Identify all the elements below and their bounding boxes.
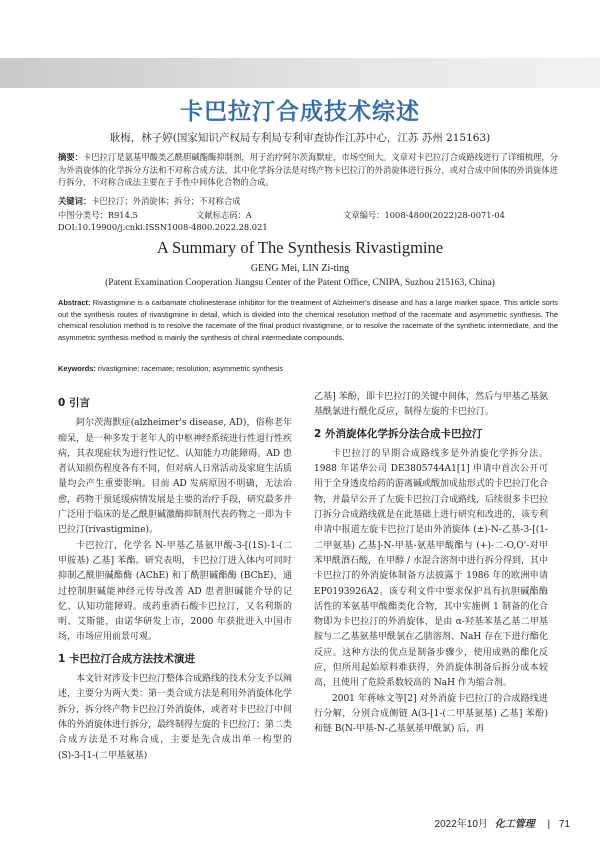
keywords-cn-text: 卡巴拉汀；外消旋体；拆分；不对称合成: [91, 196, 241, 206]
clc-number: 中图分类号：R914.5: [58, 210, 138, 220]
title-en: A Summary of The Synthesis Rivastigmine: [156, 238, 444, 257]
paragraph: 2001 年蒋咏文等[2] 对外消旋卡巴拉汀的合成路线进行分解，分别合成侧链 A(3-[1-(二甲基氨基) 乙基] 苯酚) 和链 B(N-甲基-N-乙基氨基甲酰氯) 后，再: [314, 693, 548, 735]
footer-separator: |: [547, 819, 551, 830]
keywords-en: [58, 364, 558, 373]
abstract-en-label: Abstract:: [58, 298, 91, 307]
keywords-cn-label: 关键词：: [58, 196, 92, 206]
paragraph: 卡巴拉汀，化学名 N-甲基乙基氨甲酸-3-[(1S)-1-(二甲胺基) 乙基] 苯酯。研究表明，卡巴拉汀进入体内可同时抑制乙酰胆碱酯酶 (AChE) 和丁酰胆碱酯酶 (BChE)，通过控制胆碱能神经元传导改善 AD 患者胆碱能介导的记忆、认知功能障碍。成药重酒石酸卡巴拉汀，又名利斯的明、艾斯能，由诺华研发上市，2000 年获批进入中国市场，市场应用前景可观。: [58, 540, 292, 643]
article-number: 文章编号：1008-4800(2022)28-0071-04: [343, 210, 505, 220]
abstract-en: [58, 297, 558, 343]
header-band: [0, 58, 600, 88]
keywords-cn: [58, 195, 558, 207]
left-column: [58, 390, 292, 764]
paragraph: 卡巴拉汀的早期合成路线多是外消旋化学拆分法。1988 年诺华公司 DE3805744A1[1] 申请中首次公开可用于全身透皮给药的游离碱或酸加成盐形式的卡巴拉汀化合物，并最早公开了左旋卡巴拉汀合成路线，后续很多卡巴拉汀拆分合成路线就是在此基础上进行研究和改进的，该专利申请中报道左旋卡巴拉汀是由外消旋体 (±)-N-乙基-3-[(1-二甲氨基) 乙基]-N-甲基-氨基甲酸酯与 (+)-二-O,O'-对甲苯甲酰酒石酸，在甲醇 / 水混合溶剂中进行拆分得到，其中卡巴拉汀的外消旋体制备方法披露于 1986 年的欧洲申请 EP0193926A2。该专利文件中要求保护具有抗胆碱酯酶活性的苯氨基甲酸酯类化合物，其中实施例 1 制备的化合物即为卡巴拉汀的外消旋体，是由 α-羟基苯基乙基二甲基胺与二乙基氨基甲酰氯在乙腈溶剂、NaH 存在下进行酯化反应。这种方法的优点是制备步骤少，使用成熟的酯化反应，但所用起始原料难获得，外消旋体制备后拆分成本较高，且使用了危险系数较高的 NaH 作为缩合剂。: [314, 448, 549, 689]
affiliation-en: (Patent Examination Cooperation Jiangsu Center of the Patent Office, CNIPA, Suzhou 215163, China): [105, 278, 495, 288]
authors-cn: 耿梅，林子婷(国家知识产权局专利局专利审查协作江苏中心，江苏 苏州 215163): [109, 132, 491, 144]
doi: DOI:10.19900/j.cnki.ISSN1008-4800.2022.28.021: [58, 222, 268, 232]
keywords-en-text: rivastigmine; racemate; resolution; asymmetric synthesis: [95, 364, 284, 373]
right-column: [314, 390, 548, 738]
keywords-en-label: Keywords:: [58, 364, 96, 373]
section-heading-1: 1 卡巴拉汀合成方法技术演进: [58, 652, 195, 665]
section-heading-2: 2 外消旋体化学拆分法合成卡巴拉汀: [314, 427, 483, 440]
page-title: 卡巴拉汀合成技术综述: [180, 99, 420, 125]
paragraph: 阿尔茨海默症(alzheimer's disease, AD)，俗称老年痴呆，是一种多发于老年人的中枢神经系统进行性退行性疾病，其表现症状为进行性记忆、认知能力功能障碍。AD 患者认知损伤程度各有不同，但对病人日常活动及家庭生活质量均会产生重要影响。目前 AD 发病原因不明确，无法治愈，药物干预延缓病情发展是主要的治疗手段，研究最多并广泛用于临床的是乙酰胆碱激酶抑制剂代表药物之一即为卡巴拉汀(rivastigmine)。: [58, 418, 293, 536]
section-heading-0: 0 引言: [58, 397, 90, 409]
footer-journal: 化工管理: [494, 819, 535, 830]
authors-en: GENG Mei, LIN Zi-ting: [250, 263, 350, 274]
document-code: 文献标志码：A: [196, 210, 252, 220]
paragraph: 本文针对涉及卡巴拉汀整体合成路线的技术分支予以阐述，主要分为两大类：第一类合成方法是利用外消旋体化学拆分，拆分终产物卡巴拉汀外消旋体，或者对卡巴拉汀中间体的外消旋体进行拆分，最终制得左旋的卡巴拉汀；第二类合成方法是不对称合成，主要是先合成出单一构型的 (S)-3-[1-(二甲基氨基): [58, 674, 293, 761]
paragraph: 乙基] 苯酚，即卡巴拉汀的关键中间体，然后与甲基乙基氨基酰氯进行酰化反应，制得左旋的卡巴拉汀。: [314, 392, 548, 418]
abstract-cn: [58, 151, 558, 189]
footer-date: 2022年10月: [434, 819, 488, 830]
page-number: 71: [558, 819, 570, 830]
abstract-en-text: Rivastigmine is a carbamate cholinesterase inhibitor for the treatment of Alzheimer's disease and has a large market space. This article sorts out the synthesis routes of rivastigmine in detail, which is divided into the chemical resolution method of the racemate and asymmetric synthesis. The chemical resolution method is to resolve the racemate of the final product rivastigmine, or to resolve the racemate of the synthetic intermediate, and the asymmetric synthesis method is mainly the synthesis of chiral intermediate compounds.: [58, 298, 558, 342]
abstract-cn-label: 摘要：: [58, 152, 84, 162]
page-footer: [435, 815, 570, 830]
abstract-cn-text: 卡巴拉汀是氨基甲酸类乙酰胆碱酯酶抑制剂，用于治疗阿尔茨海默症，市场空间大。文章对卡巴拉汀合成路线进行了详细梳理，分为外消旋体的化学拆分方法和不对称合成方法，其中化学拆分法是对终产物卡巴拉汀的外消旋体进行拆分，或对合成中间体的外消旋体进行拆分，不对称合成法主要在于手性中间体化合物的合成。: [58, 152, 558, 188]
